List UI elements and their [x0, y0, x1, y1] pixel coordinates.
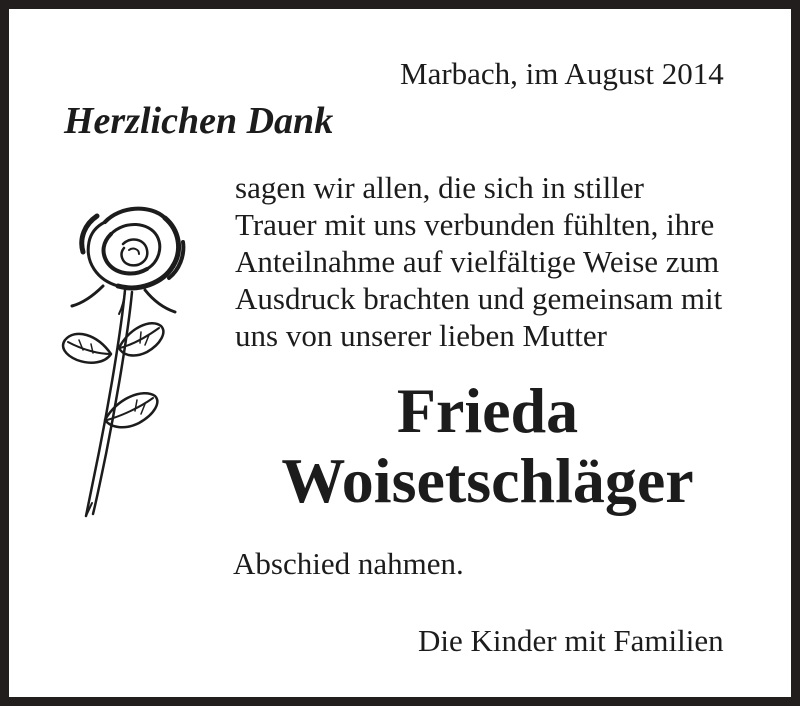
closing-line: Abschied nahmen.	[233, 546, 464, 581]
signature-line: Die Kinder mit Familien	[418, 623, 724, 658]
rose-icon	[45, 182, 220, 532]
deceased-name	[235, 376, 740, 516]
body-line: uns von unserer lieben Mutter	[235, 318, 607, 353]
body-line: Ausdruck brachten und gemeinsam mit	[235, 281, 723, 316]
headline: Herzlichen Dank	[64, 100, 334, 142]
body-line: Anteilnahme auf vielfältige Weise zum	[235, 244, 720, 279]
body-line: Trauer mit uns verbunden fühlten, ihre	[235, 207, 715, 242]
deceased-last-name: Woisetschläger	[281, 445, 694, 516]
deceased-first-name: Frieda	[396, 375, 579, 446]
dateline: Marbach, im August 2014	[400, 56, 724, 91]
body-line: sagen wir allen, die sich in stiller	[235, 170, 644, 205]
body-text	[235, 169, 765, 354]
